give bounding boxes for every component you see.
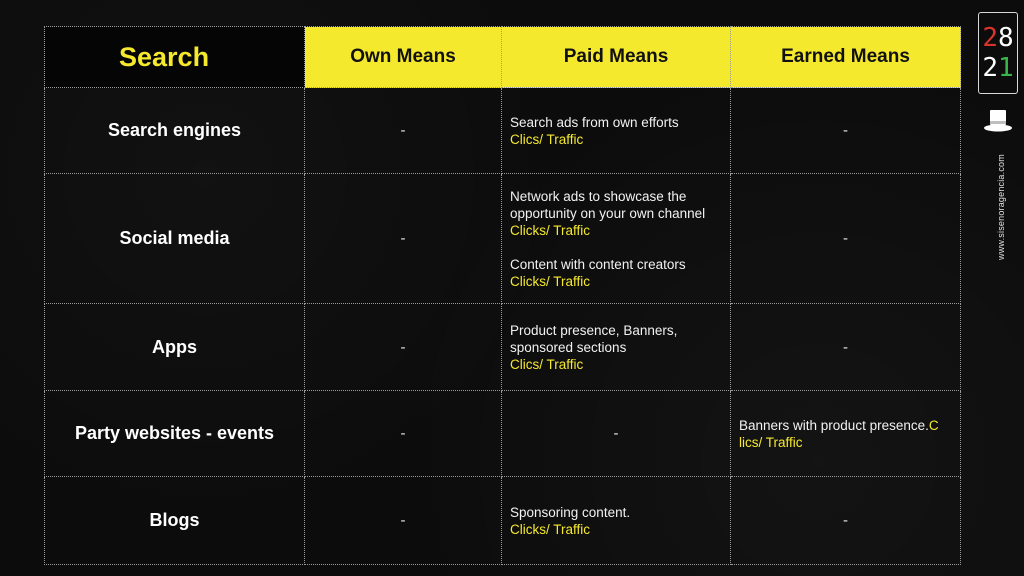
header-row xyxy=(45,27,961,88)
year-badge-bottom xyxy=(982,53,1013,83)
year-digit: 8 xyxy=(998,23,1014,53)
website-url: www.sisenoragencia.com xyxy=(996,154,1006,260)
row-label: Search engines xyxy=(107,120,242,140)
column-header-paid: Paid Means xyxy=(563,46,669,67)
header-earned-means xyxy=(731,27,961,88)
row-label: Social media xyxy=(119,228,230,248)
paid-cell-content xyxy=(502,322,730,373)
paid-cell: - xyxy=(502,391,731,477)
earned-cell: - xyxy=(731,88,961,174)
row-label: Party websites - events xyxy=(74,423,275,443)
own-cell: - xyxy=(305,304,502,391)
own-cell: - xyxy=(305,391,502,477)
header-paid-means xyxy=(502,27,731,88)
row-label: Apps xyxy=(152,336,197,357)
paid-description: Product presence, Banners, sponsored sections xyxy=(510,322,678,355)
own-cell: - xyxy=(305,174,502,304)
table-row xyxy=(45,477,961,565)
row-label-cell xyxy=(45,391,305,477)
top-hat-icon xyxy=(983,108,1013,134)
paid-metric: Clicks/ Traffic xyxy=(510,521,591,537)
paid-metric: Clicks/ Traffic xyxy=(510,222,591,238)
paid-cell xyxy=(502,304,731,391)
column-header-earned: Earned Means xyxy=(781,46,910,67)
media-matrix-table xyxy=(44,26,961,565)
paid-metric: Clics/ Traffic xyxy=(510,131,584,147)
paid-cell-content xyxy=(502,188,730,290)
row-label: Blogs xyxy=(149,510,200,530)
spacer xyxy=(510,239,722,256)
column-header-own: Own Means xyxy=(350,46,456,67)
table-row xyxy=(45,391,961,477)
year-badge-top xyxy=(982,23,1013,53)
earned-cell xyxy=(731,391,961,477)
earned-description-text: Banners with product presence. xyxy=(739,417,929,433)
paid-cell xyxy=(502,174,731,304)
own-cell: - xyxy=(305,88,502,174)
year-digit: 1 xyxy=(998,53,1014,83)
earned-metric-start: C xyxy=(928,417,939,433)
paid-metric-secondary: Clicks/ Traffic xyxy=(510,273,591,289)
earned-cell: - xyxy=(731,477,961,565)
row-label-cell xyxy=(45,174,305,304)
paid-description-secondary: Content with content creators xyxy=(510,256,686,272)
header-own-means xyxy=(305,27,502,88)
header-corner-cell xyxy=(45,27,305,88)
section-title: Search xyxy=(119,41,210,72)
row-label-cell xyxy=(45,304,305,391)
year-digit: 2 xyxy=(982,53,998,83)
row-label-cell xyxy=(45,88,305,174)
paid-cell xyxy=(502,477,731,565)
table-row xyxy=(45,304,961,391)
paid-description: Network ads to showcase the opportunity on your own channel xyxy=(510,188,706,221)
paid-cell-content xyxy=(502,504,730,538)
table-row xyxy=(45,88,961,174)
table-row xyxy=(45,174,961,304)
earned-cell: - xyxy=(731,304,961,391)
earned-description xyxy=(739,417,952,434)
year-badge xyxy=(978,12,1018,94)
row-label-cell xyxy=(45,477,305,565)
paid-cell-content xyxy=(502,114,730,148)
earned-cell-content xyxy=(731,417,960,451)
paid-cell xyxy=(502,88,731,174)
earned-cell: - xyxy=(731,174,961,304)
paid-description: Search ads from own efforts xyxy=(510,114,679,130)
paid-description: Sponsoring content. xyxy=(510,504,631,520)
paid-metric: Clics/ Traffic xyxy=(510,356,584,372)
year-digit: 2 xyxy=(982,23,998,53)
earned-metric: lics/ Traffic xyxy=(739,434,803,450)
own-cell: - xyxy=(305,477,502,565)
